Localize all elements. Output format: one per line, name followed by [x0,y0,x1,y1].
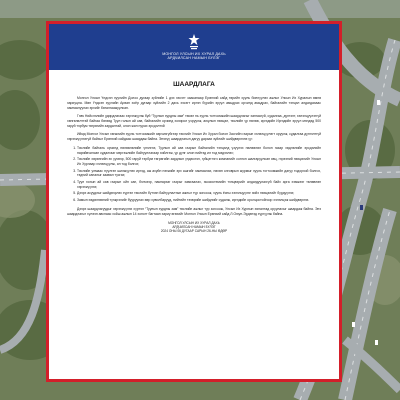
header-org-line1: МОНГОЛ УЛСЫН ИХ ХУРАЛ ДАХЬ [162,51,226,56]
document-header [49,24,339,70]
header-org-line2: АРДЧИЛСАН НАМЫН БҮЛЭГ [167,56,221,60]
intro-paragraph: Иймд Монгол Улсын хөгжлийн хууль тогтоомжийг зөрчихгүйгээр төслийг Улсын Их Хурал болон Засгийн газрын хэлэлцүүлэгт оруулж, судалгаа дүгнэлтгүй хэрэгжүүлэхгүй байхыг Ерөнхий сайдаас шаардаж байна. Энэхүү шаардлагын дагуу дараах зүйлийг шийдвэрлэнэ үү: [67,132,321,142]
demand-item: 2. Төслийн хөрөнгийн эх үүсвэр, 500 гаруй тэрбум төгрөгийн зардлын үндэслэл, гүйцэтгэгч компанийг сонгон шалгаруулсан явц, гэрээний нөхцөлийг Улсын Их Хурлаар хэлэлцүүлж, ил тод болгох; [77,157,321,167]
demand-item: 3. Төслийн улмаас нүүлгэн шилжүүлэх иргэд, аж ахуйн нэгжийн эрх ашгийг хамгаалах, нөхөн олговрын журмыг хууль тогтоомжийн дагуу тодорхой болгох, тэдний саналыг заавал тусгах; [77,169,321,179]
signature-line1: МОНГОЛ УЛСЫН ИХ ХУРАЛ ДАХЬ [168,220,220,225]
intro-paragraph: Гэвч Нийслэлийн удирдлагаас хэрэгжүүлж буй “Туулын хурдны зам” төсөл нь хууль тогтоомжийн шаардлагыг хангаагүй, судалгаа, дүгнэлт, хэлэлцүүлэггүй хөнгөлөлттэй байгаа бөгөөд Туул голын ай сав, байгалийн орчинд хохирол учруулж, аюулын нөхцөл, төслийн үр нөлөө, иргэдийн Иргэдийн эрүүл мэндэд 500 гаруй тэрбум төгрөгийн зардалтай, олон жил нурах эрсдэлтэй [67,114,321,129]
demands-list [67,146,321,203]
closing-paragraph: Дээрх шаардлагуудыг хэрэгжүүлэх хүртэл “Туулын хурдны зам” төслийн ажлыг түр зогсоож, Улсын Их Хурлын хяналтад оруулахыг шаардаж байна. Энэ шаардлагыг хүлээн авснаас хойш ажлын 14 хоногт багтаан хариу өгөхийг Монгол Улсын Ерөнхий сайд Л.Оюун-Эрдэнэд хүргүүлж байна. [67,206,321,216]
document-title: ШААРДЛАГА [173,81,215,88]
signature-line2: АРДЧИЛСАН НАМЫН БҮЛЭГ [172,225,216,229]
demand-item: 6. Замын хөдөлгөөний түгжрэлийг бууруулах өөр хувилбарууд, нийтийн тээврийн шийдлийг судалж, иргэдийн оролцоотойгоор хэлэлцэж шийдвэрлэх. [77,198,321,203]
document-body [49,96,339,217]
signature-block [49,221,339,234]
demand-item: 4. Туул голын ай сав газрын ойн сан, бэлчээр, намгархаг газрыг хамгаалах, экосистемийн тэнцвэрийг алдагдуулахгүй байх арга хэмжээг төлөвлөн хэрэгжүүлэх; [77,180,321,190]
demand-letter-document [46,21,342,382]
party-emblem-icon [188,34,200,50]
demand-item: 1. Төслийн байгаль орчинд нөлөөлөлийн үнэлгээ, Туулын ай сав газрын байгалийн тэнцэлд үзүүлэх нөлөөлөл болон газар хөдлөлийн эрсдэлийн нарийвчилсан судалгааг мэргэжлийн байгууллагаар хийлгэж, үр дүнг олон нийтэд ил тод мэдээлэх; [77,146,321,156]
demand-item: 5. Дээрх асуудлыг шийдвэрлэх хүртэл төслийн бүтээн байгуулалтын ажлыг түр зогсоож, хууль ёсны хэлэлцүүлэг хийх нөхцөлийг бүрдүүлэх; [77,191,321,196]
signature-date: 2024 ОНЫ 06 ДУГААР САРЫН 26-НЫ ӨДӨР [160,229,228,234]
intro-paragraph: Монгол Улсын Үндсэн хуулийн Долоо дугаар зүйлийн 1 дэх хэсэгт заасанаар Ерөнхий сайд төрийн хууль биелүүлэх ажлыг Улсын Их Хуралын өмнө хариуцна. Мөн Үндсэн хуулийн Арван хоёр дугаар зүйлийн 2 дахь хэсэгт иргэн бүрийн эрүүл амьдрах орчинд амьдрах, байгалийн тэнцэл алдагдахаас хамгаалуулах эрхийг баталгаажуулсан. [67,96,321,110]
